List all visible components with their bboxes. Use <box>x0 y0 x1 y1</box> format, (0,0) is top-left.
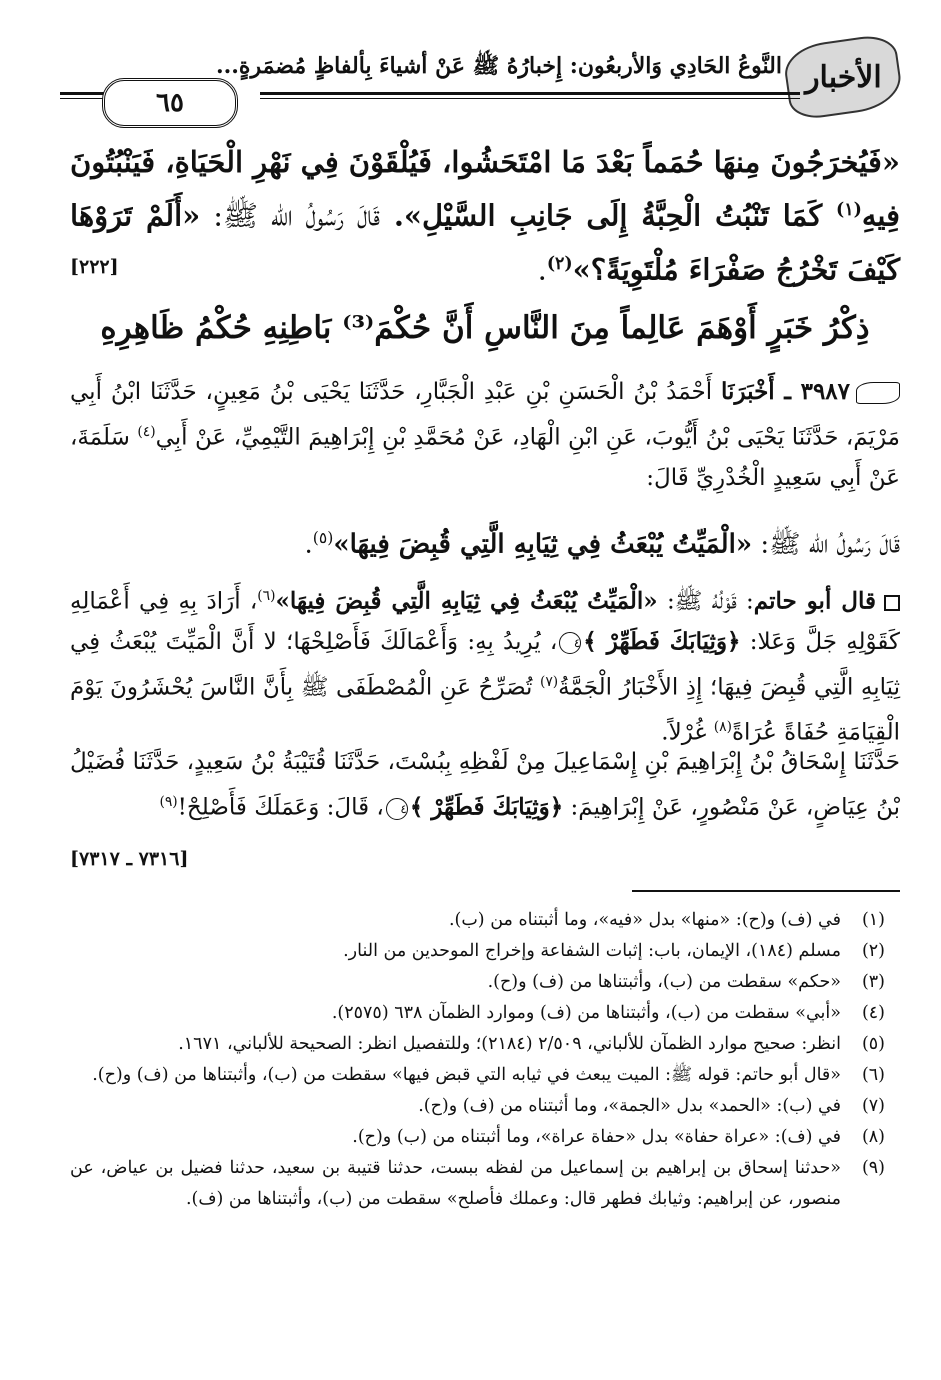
quran-verse: ﴿وَثِيَابَكَ فَطَهِّرْ ﴾ <box>409 793 564 821</box>
footnote-text: في (ف): «عراة حفاة» بدل «حفاة عراة»، وما أثبتناه من (ب) و(ح). <box>352 1127 841 1147</box>
footnote-ref[interactable]: (٧) <box>539 673 559 690</box>
footnote-number: (٧) <box>861 1096 885 1116</box>
commentary <box>70 576 900 753</box>
hadith-marker-icon <box>856 382 900 404</box>
footnote <box>70 936 885 967</box>
footnote-text: في (ب): «الحمد» بدل «الجمة»، وما أثبتناه من (ف) و(ح). <box>418 1096 841 1116</box>
quran-verse: ﴿وَثِيَابَكَ فَطَهِّرْ ﴾ <box>583 627 741 655</box>
chapter-badge <box>781 32 904 121</box>
footnote <box>70 905 885 936</box>
footnote-number: (٥) <box>861 1034 885 1054</box>
commentary-text: : قَوْلُهُ ﷺ: <box>657 588 754 615</box>
footnote-text: في (ف) و(ح): «منها» بدل «فيه»، وما أثبتناه من (ب). <box>448 910 841 930</box>
narration-text: قَالَ رَسُولُ الله ﷺ: <box>200 198 381 233</box>
hadith-text: «فَيُخرَجُونَ مِنهَا حُمَماً بَعْدَ مَا امْتَحَشُوا، فَيُلْقَوْنَ فِي نَهْرِ الْحَيَاةِ، فَيَنْبُتُونَ فِيهِ <box>70 145 900 233</box>
footnote-text: «قال أبو حاتم: قوله ﷺ: الميت يبعث في ثيابه التي قبض فيها» سقطت من (ب)، وأثبتناها من (ف) و(ح). <box>92 1065 841 1085</box>
commentary-text: غُرْلاً. <box>661 719 714 746</box>
square-marker-icon <box>884 595 900 611</box>
footnote-number: (٩) <box>861 1158 885 1178</box>
footnote <box>70 1060 885 1091</box>
commentary-text: تُصَرِّحُ عَنِ الْمُصْطَفَى ﷺ بِأَنَّ النَّاسَ يُحْشَرُونَ يَوْمَ الْقِيَامَةِ حُفَاةً عُرَاةً <box>70 674 900 746</box>
footnote-text: «حدثنا إسحاق بن إبراهيم بن إسماعيل من لفظه ببست، حدثنا قتيبة بن سعيد، حدثنا فضيل بن عياض، عن منصور، عن إبراهيم: وثيابك فطهر قال: وعملك فأصلح» سقطت من (ب)، وأثبتناها من (ف). <box>70 1158 841 1209</box>
hadith-text-continued <box>70 138 900 293</box>
cross-reference: [٢٢٢] <box>70 256 119 278</box>
hadith-isnad <box>70 372 900 498</box>
footnote <box>70 1029 885 1060</box>
footnote-ref[interactable]: (٨) <box>713 719 732 736</box>
footnote-ref[interactable]: (٤) <box>137 424 156 440</box>
header-rule <box>260 98 800 99</box>
hadith-number: ٣٩٨٧ ـ أَخْبَرَنَا <box>721 378 851 405</box>
header-rule <box>260 92 800 95</box>
page-number: ٦٥ <box>102 78 238 128</box>
footnote-text: «أبي» سقطت من (ب)، وأثبتناها من (ف) وموارد الظمآن ٦٣٨ (٢٥٧٥). <box>331 1003 841 1023</box>
isnad-text: سَلَمَةَ، عَنْ أَبِي سَعِيدٍ الْخُدْرِيِّ قَالَ: <box>70 424 900 491</box>
section-title: ذِكْرُ خَبَرٍ أَوْهَمَ عَالِماً مِنَ النَّاسِ أَنَّ حُكْمَ⁽³⁾ بَاطِنِهِ حُكْمُ ظَاهِرِهِ <box>100 310 870 346</box>
footnote-ref[interactable]: (٢) <box>546 253 573 274</box>
narration-text: قَالَ رَسُولُ الله ﷺ: <box>752 529 900 560</box>
footnote <box>70 998 885 1029</box>
hadith-matn <box>70 518 900 565</box>
footnote <box>70 967 885 998</box>
isnad-text: حَدَّثَنَا إِسْحَاقُ بْنُ إِبْرَاهِيمَ بْنِ إِسْمَاعِيلَ مِنْ لَفْظِهِ بِبُسْتَ، حَدَّثَنَا قُتَيْبَةُ بْنُ سَعِيدٍ، حَدَّثَنَا فُضَيْلُ بْنُ عِيَاضٍ، عَنْ مَنْصُورٍ، عَنْ إِبْرَاهِيمَ: <box>70 749 900 821</box>
punctuation: . <box>304 529 313 560</box>
ayah-number-icon: ٤ <box>559 632 581 654</box>
footnote-number: (٣) <box>861 972 885 992</box>
footnote-ref[interactable]: (٥) <box>312 529 334 547</box>
footnotes <box>70 905 885 1215</box>
footnote-text: «حكم» سقطت من (ب)، وأثبتناها من (ف) و(ح). <box>487 972 841 992</box>
hadith-text: «أَلَمْ تَرَوْهَا كَيْفَ تَخْرُجُ صَفْرَاءَ مُلْتَوِيَةً؟» <box>70 198 900 287</box>
footnote-number: (١) <box>861 910 885 930</box>
hadith-text: كَمَا تَنْبُتُ الْحِبَّةُ إِلَى جَانِبِ السَّيْلِ». <box>380 198 837 233</box>
isnad-text: أَحْمَدُ بْنُ الْحَسَنِ بْنِ عَبْدِ الْجَبَّارِ، حَدَّثَنَا يَحْيَى بْنُ مَعِينٍ، حَدَّثَنَا ابْنُ أَبِي مَرْيَمَ، حَدَّثَنَا يَحْيَى بْنُ أَيُّوبَ، عَنِ ابْنِ الْهَادِ، عَنْ مُحَمَّدِ بْنِ إِبْرَاهِيمَ التَّيْمِيِّ، عَنْ أَبِي <box>70 379 900 451</box>
isnad-text: ، قَالَ: وَعَمَلَكَ فَأَصْلِحْ! <box>177 794 384 821</box>
footnote-number: (٤) <box>861 1003 885 1023</box>
chapter-badge-label: الأخبار <box>804 59 882 95</box>
running-title: النَّوعُ الحَادِي وَالأربعُون: إِخبارُهُ ﷺ عَنْ أشياءَ بِألفاظٍ مُضمَرةٍ... <box>215 53 782 79</box>
footnote <box>70 1091 885 1122</box>
cross-reference: [٧٣١٦ ـ ٧٣١٧] <box>70 848 189 870</box>
footnote-ref[interactable]: (٦) <box>257 588 276 604</box>
footnote <box>70 1153 885 1215</box>
hadith-text: «الْمَيِّتُ يُبْعَثُ فِي ثِيَابِهِ الَّتِي قُبِضَ فِيهَا» <box>333 529 753 560</box>
footnote-text: انظر: صحيح موارد الظمآن للألباني، ٢/٥٠٩ (٢١٨٤)؛ وللتفصيل انظر: الصحيحة للألباني، ١٦٧١. <box>178 1034 841 1054</box>
footnote <box>70 1122 885 1153</box>
footnote-ref[interactable]: (٩) <box>159 794 178 810</box>
footnote-number: (٨) <box>861 1127 885 1147</box>
footnote-separator <box>632 890 900 892</box>
commentary-text: ، أَرَادَ بِهِ فِي أَعْمَالِهِ كَقَوْلِهِ جَلَّ وَعَلا: <box>70 588 901 655</box>
commentary-text: ، يُرِيدُ بِهِ: وَأَعْمَالَكَ فَأَصْلِحْهَا؛ لا أَنَّ الْمَيِّتَ يُبْعَثُ فِي ثِيَابِهِ الَّتِي قُبِضَ فِيهَا؛ إِذِ الأَخْبَارُ الْجَمَّةُ <box>70 628 900 701</box>
commentary-label: قال أبو حاتم <box>753 587 877 615</box>
footnote-number: (٢) <box>861 941 885 961</box>
secondary-isnad <box>70 742 900 828</box>
punctuation: . <box>537 252 547 287</box>
footnote-text: مسلم (١٨٤)، الإيمان، باب: إثبات الشفاعة وإخراج الموحدين من النار. <box>343 941 841 961</box>
footnote-ref[interactable]: (١) <box>836 200 862 220</box>
ayah-number-icon: ٤ <box>386 798 408 820</box>
footnote-number: (٦) <box>861 1065 885 1085</box>
quoted-hadith: «الْمَيِّتُ يُبْعَثُ فِي ثِيَابِهِ الَّتِي قُبِضَ فِيهَا» <box>275 587 658 615</box>
page-header <box>60 38 900 130</box>
